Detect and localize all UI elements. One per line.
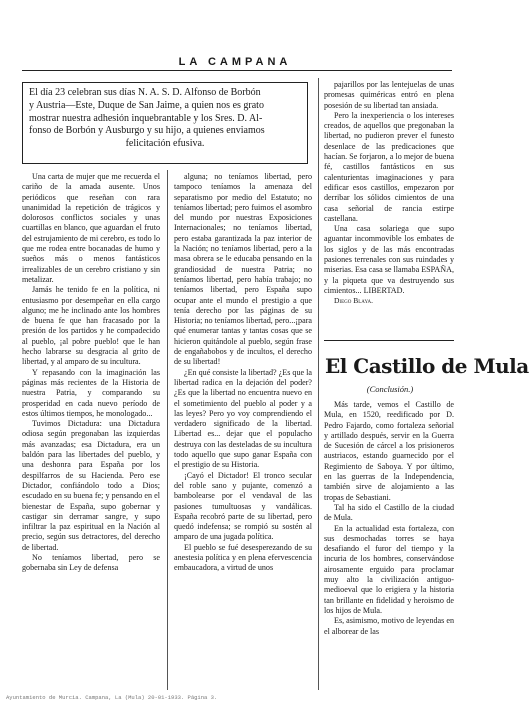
archive-footer: Ayuntamiento de Murcia. Campana, La (Mula) 20-01-1933. Página 3. (6, 694, 218, 701)
paragraph: alguna; no teníamos libertad, pero tampoco teníamos la amenaza del separatismo por medio del Estatuto; no teníamos libertad; pero fuimos el asombro del mundo por nuestras Exposiciones Internacionales; no teníamos libertad, pero estaba garantizada la paz interior de la Nación; no teníamos libertad, pero a la masa obrera se le educaba pensando en la grandiosidad de nuestra Patria; no teníamos libertad, pero había trabajo; no teníamos libertad, pero España supo ocupar ante el mundo el prestigio a que tenía derecho por las páginas de su Historia; no teníamos libertad, pero...¡para qué enumerar tantas y tantas cosas que se hicieron quitándole al pueblo, según frase de engañabobos y de incultos, el derecho de su libertad! (174, 172, 312, 367)
paragraph: Más tarde, vemos el Castillo de Mula, en 1520, reedificado por D. Pedro Fajardo, como fortaleza señorial y artillado después, servir en la Guerra de Sucesión de cárcel a los prisioneros austriacos, estando guarnecido por el Regimiento de Saboya. Y por último, en las guerras de la Independencia, también sirve de alojamiento a las tropas de Sebastiani. (324, 400, 454, 502)
article-headline: El Castillo de Mula (325, 354, 529, 378)
paragraph: Una casa solariega que supo aguantar incommovible los embates de los siglos y de las más encontradas pasiones terrenales con sus ruindades y miserias. Esa casa se llamaba ESPAÑA, y la piqueta que va destruyendo sus cimientos... LIBERTAD. (324, 224, 454, 295)
column-separator (318, 78, 319, 690)
masthead: LA CAMPANA (178, 56, 292, 68)
column-separator (167, 170, 168, 690)
column-3-top (324, 80, 454, 330)
paragraph: ¿En qué consiste la libertad? ¿Es que la libertad radica en la dejación del poder? ¿Es que la libertad no encuentra nuevo en el sometimiento del pueblo al poder y a las leyes? Pero yo voy comprendiendo el verdadero significado de la libertad. Libertad es... dejar que el populacho destruya con las desteladas de su incultura todo aquello que supo ganar España con el prestigio de su Historia. (174, 367, 312, 470)
paragraph: ¡Cayó el Dictador! El tronco secular del roble sano y pujante, comenzó a bambolearse por el vendaval de las pasiones tumultuosas y vandálicas. España recobró parte de su libertad, pero quedó indefensa; se rompió su sostén al amparo de una jugada política. (174, 470, 312, 542)
masthead-rule (22, 70, 452, 71)
paragraph: Una carta de mujer que me recuerda el cariño de la amada ausente. Unos periódicos que reseñan con rara unanimidad la repetición de trágicos y dolorosos conflictos sociales y unas cuartillas en blanco, que aguardan el fruto del estrujamiento de mi cerebro, es todo lo que me rodea entre bocanadas de humo y sueños más o menos fantásticos irrealizables de un cerebro cristiano y sin metalizar. (22, 172, 161, 284)
paragraph: En la actualidad esta fortaleza, con sus desmochadas torres se haya desafiando el furor del tiempo y la incuria de los hombres, conservándose airosamente erguido para proclamar muy alto la civilización antiguo-medioeval que lo erigiera y la historia tan brillante en fidelidad y heroismo de los hijos de Mula. (324, 523, 454, 615)
paragraph: No teníamos libertad, pero se gobernaba sin Ley de defensa (22, 552, 160, 573)
paragraph: Jamás he tenido fe en la política, ni entusiasmo por desempeñar en ella cargo alguno; me he inclinado ante los hombres de buena fe que han fracasado por la presión de los partidos y he compadecido al pueblo, ¡al pobre pueblo! que le han hecho labrarse su desgracia al grito de libertad, y al amparo de su incultura. (22, 285, 160, 367)
notice-last-line: felicitación efusiva. (125, 138, 205, 150)
signature: Diego Blaya. (334, 296, 373, 306)
notice-line: El día 23 celebran sus días N. A. S. D. Alfonso de Borbón (29, 87, 261, 98)
paragraph: Es, asimismo, motivo de leyendas en el alborear de las (324, 616, 454, 636)
paragraph: Tuvimos Dictadura: una Dictadura odiosa según pregonaban las izquierdas más avanzadas; esa Dictadura, era un baldón para las libertades del pueblo, y una deshonra para España por los despilfarros de su Hacienda. Pero ese Dictador, confiándolo todo a Dios; escudado en su buena fe; y pensando en el bienestar de España, supo gobernar y castigar sin derramar sangre, y supo infiltrar la paz espiritual en la Nación al precio, según sus detractores, del derecho de libertad. (22, 419, 160, 552)
column-3-article (324, 400, 454, 690)
column-2 (174, 172, 312, 690)
column-1 (22, 172, 160, 690)
paragraph: El pueblo se fué desesperezando de su anestesia política y en plena efervescencia embaucadora, a virtud de unos (174, 542, 312, 573)
paragraph: pajarillos por las lentejuelas de unas promesas quiméricas entró en plena posesión de su libertad tan ansiada. (324, 80, 454, 110)
section-rule (324, 340, 454, 341)
notice-line: fonso de Borbón y Ausburgo y su hijo, a quienes enviamos (29, 125, 265, 137)
paragraph: Y repasando con la imaginación las páginas más recientes de la Historia de nuestra Patria, y comparando su prosperidad en cada nuevo período de estos últimos tiempos, he monologado... (22, 367, 160, 418)
article-subtitle: (Conclusión.) (366, 384, 414, 394)
birthday-notice-box (22, 82, 308, 164)
paragraph: Tal ha sido el Castillo de la ciudad de Mula. (324, 502, 454, 523)
notice-line: y Austria—Este, Duque de San Jaime, a quien nos es grato (29, 99, 264, 111)
notice-line: mostrar nuestra adhesión inquebrantable y los Sres. D. Al- (29, 112, 263, 124)
paragraph: Pero la inexperiencia o los intereses creados, de aquellos que pregonaban la libertad, no pudieron prever el funesto desenlace de las predicaciones que hacían. Se forjaron, a lo mejor de buena fé, castillos fantásticos en sus calenturientas imaginaciones y para edificar esos castillos, empezaron por derribar los sólidos cimientos de una casa señorial de rancia estirpe castellana. (324, 110, 454, 223)
